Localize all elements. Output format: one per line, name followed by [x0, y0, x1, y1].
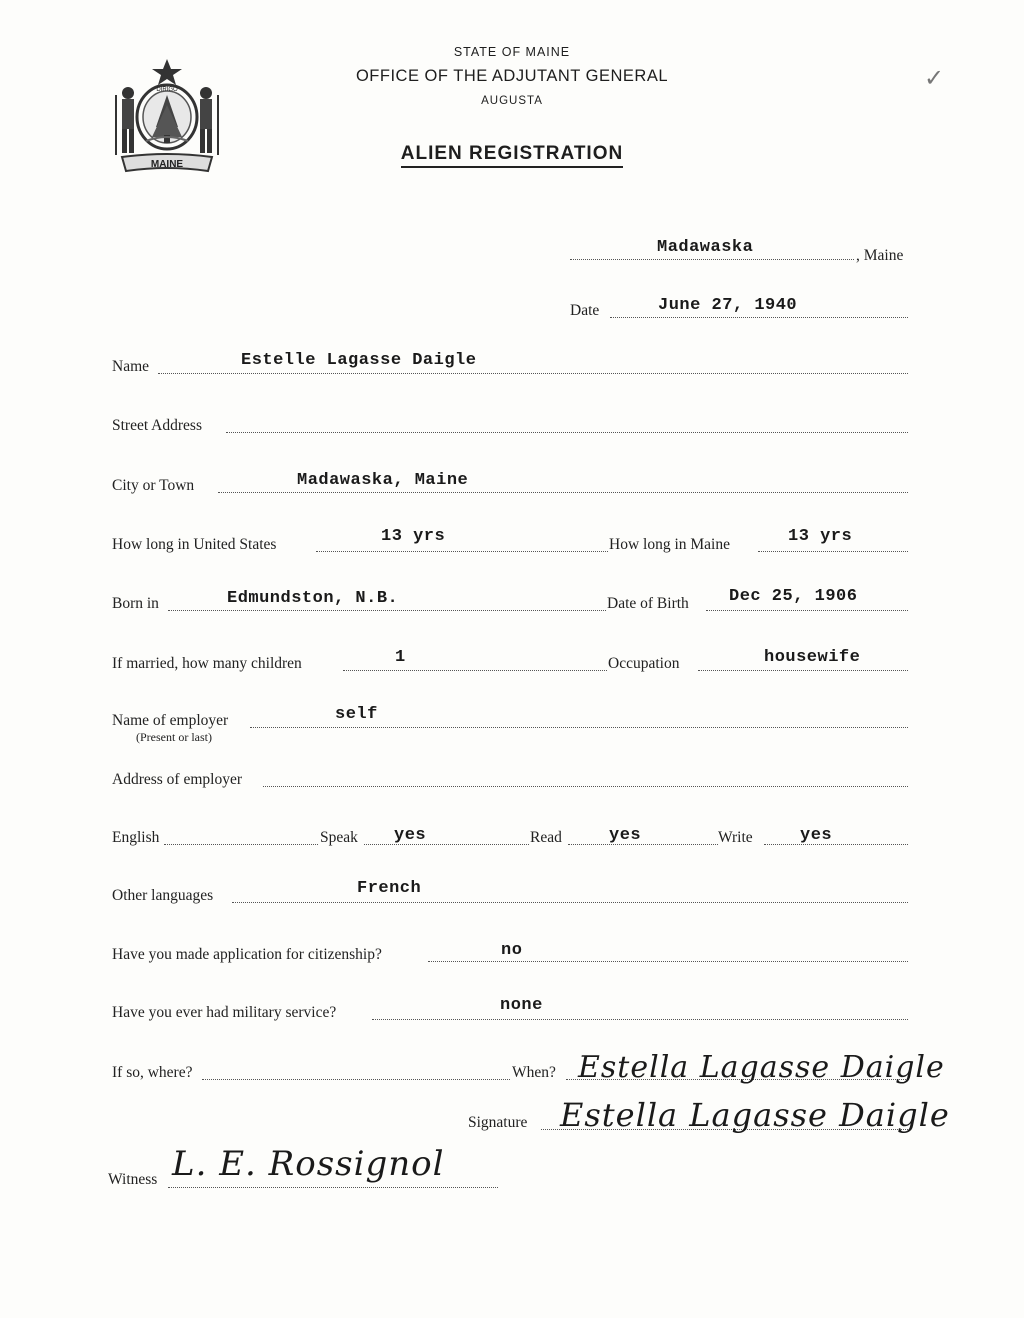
check-mark-icon: ✓ — [924, 66, 945, 92]
employer-sublabel: (Present or last) — [136, 730, 212, 744]
when-label: When? — [512, 1064, 556, 1081]
name-label: Name — [112, 358, 150, 375]
name-value: Estelle Lagasse Daigle — [241, 351, 477, 370]
speak-label: Speak — [320, 829, 358, 846]
maine-years-line — [758, 551, 908, 552]
military-line — [372, 1019, 908, 1020]
employer-address-label: Address of employer — [112, 771, 242, 788]
speak-value: yes — [394, 826, 427, 845]
svg-text:MAINE: MAINE — [150, 159, 184, 170]
other-languages-label: Other languages — [112, 887, 214, 904]
date-value: June 27, 1940 — [658, 296, 798, 315]
employer-address-line — [263, 786, 908, 787]
read-line — [568, 844, 718, 845]
where-line — [202, 1079, 510, 1080]
signature-label: Signature — [468, 1114, 528, 1131]
military-value: none — [500, 996, 543, 1015]
state-heading: STATE OF MAINE — [453, 45, 571, 59]
date-label: Date — [570, 302, 600, 319]
name-line — [158, 373, 908, 374]
occupation-label: Occupation — [608, 655, 680, 672]
place-line — [570, 259, 854, 260]
children-line — [343, 670, 607, 671]
read-value: yes — [609, 826, 642, 845]
witness-label: Witness — [108, 1171, 158, 1188]
born-line — [168, 610, 606, 611]
us-years-value: 13 yrs — [381, 527, 446, 546]
us-years-label: How long in United States — [112, 536, 277, 553]
children-value: 1 — [395, 648, 406, 667]
maine-years-value: 13 yrs — [788, 527, 853, 546]
occupation-value: housewife — [764, 648, 861, 667]
citizenship-label: Have you made application for citizenship? — [112, 946, 382, 963]
employer-label: Name of employer — [112, 712, 229, 729]
other-languages-line — [232, 902, 908, 903]
office-heading: OFFICE OF THE ADJUTANT GENERAL — [355, 67, 669, 85]
employer-line — [250, 727, 908, 728]
employer-value: self — [335, 705, 378, 724]
date-line — [610, 317, 908, 318]
english-line — [164, 844, 318, 845]
citizenship-line — [428, 961, 908, 962]
dob-line — [706, 610, 908, 611]
city-line — [218, 492, 908, 493]
write-value: yes — [800, 826, 833, 845]
witness-line — [168, 1187, 498, 1188]
english-label: English — [112, 829, 160, 846]
street-line — [226, 432, 908, 433]
svg-text:DIRIGO: DIRIGO — [156, 87, 178, 93]
city-label: City or Town — [112, 477, 195, 494]
street-label: Street Address — [112, 417, 202, 434]
military-label: Have you ever had military service? — [112, 1004, 337, 1021]
write-label: Write — [718, 829, 753, 846]
born-value: Edmundston, N.B. — [227, 589, 399, 608]
maine-years-label: How long in Maine — [609, 536, 730, 553]
children-label: If married, how many children — [112, 655, 302, 672]
other-languages-value: French — [357, 879, 422, 898]
occupation-line — [698, 670, 908, 671]
form-title: ALIEN REGISTRATION — [0, 143, 1024, 165]
read-label: Read — [530, 829, 562, 846]
place-value: Madawaska — [657, 238, 754, 257]
born-label: Born in — [112, 595, 159, 612]
where-label: If so, where? — [112, 1064, 193, 1081]
place-suffix: , Maine — [856, 247, 904, 264]
witness-signature: L. E. Rossignol — [172, 1144, 445, 1184]
speak-line — [364, 844, 529, 845]
citizenship-value: no — [501, 941, 523, 960]
handwritten-signature: Estella Lagasse Daigle — [560, 1096, 950, 1134]
city-value: Madawaska, Maine — [297, 471, 469, 490]
city-heading: AUGUSTA — [481, 95, 543, 107]
dob-label: Date of Birth — [607, 595, 689, 612]
dob-value: Dec 25, 1906 — [729, 587, 858, 606]
write-line — [764, 844, 908, 845]
us-years-line — [316, 551, 608, 552]
handwritten-signature-upper: Estella Lagasse Daigle — [578, 1050, 945, 1085]
